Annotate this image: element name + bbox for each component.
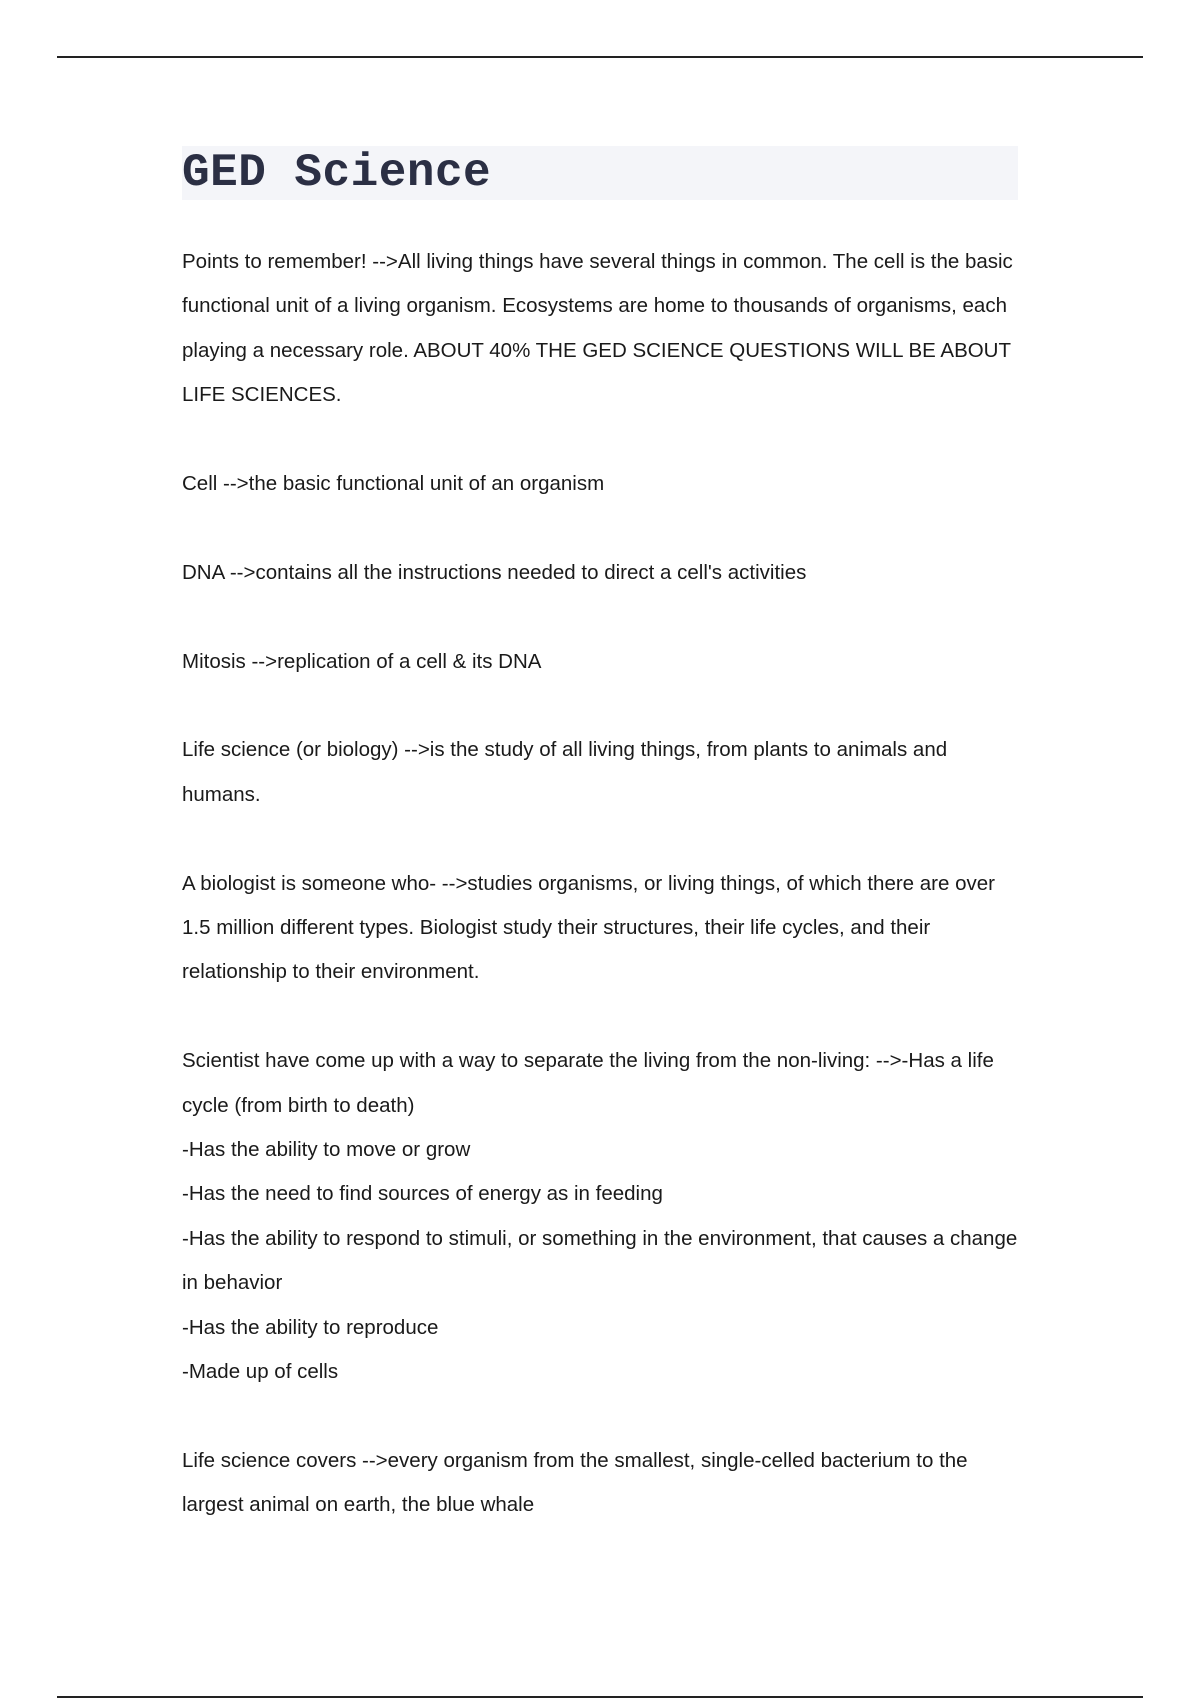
paragraph-line: Life science covers -->every organism from the smallest, single-celled bacterium to the largest animal on earth, the blue whale [182, 1448, 968, 1517]
list-item: -Has the ability to respond to stimuli, or something in the environment, that causes a change in behavior [182, 1226, 1018, 1295]
page-title: GED Science [182, 147, 492, 199]
document-body [182, 146, 1018, 1572]
list-item: -Made up of cells [182, 1360, 339, 1384]
title-band [182, 146, 1018, 200]
paragraph-cell [182, 462, 1018, 506]
bottom-rule [57, 1696, 1143, 1698]
list-item: -Has the ability to move or grow [182, 1138, 471, 1162]
paragraph-living-criteria [182, 1039, 1018, 1394]
list-item: -Has the need to find sources of energy as in feeding [182, 1182, 663, 1206]
paragraph-line: DNA -->contains all the instructions needed to direct a cell's activities [182, 560, 807, 584]
paragraph-biologist [182, 862, 1018, 995]
paragraph-line: Life science (or biology) -->is the study of all living things, from plants to animals and humans. [182, 738, 948, 806]
list-item: -Has the ability to reproduce [182, 1315, 439, 1339]
top-rule [57, 56, 1143, 58]
paragraph-line: Points to remember! -->All living things have several things in common. The cell is the basic functional unit of a living organism. Ecosystems are home to thousands of organisms, each playing a necessary role. ABOUT 40% THE GED SCIENCE QUESTIONS WILL BE ABOUT LIFE SCIENCES. [182, 250, 1013, 407]
paragraph-line: A biologist is someone who- -->studies organisms, or living things, of which there are over 1.5 million different types. Biologist study their structures, their life cycles, and their relationship to their environment. [182, 871, 995, 984]
paragraph-line: Cell -->the basic functional unit of an organism [182, 472, 605, 496]
paragraph-dna [182, 551, 1018, 595]
paragraph-mitosis [182, 640, 1018, 684]
paragraph-line: Scientist have come up with a way to separate the living from the non-living: -->-Has a life cycle (from birth to death) [182, 1049, 994, 1117]
paragraph-line: Mitosis -->replication of a cell & its DNA [182, 649, 542, 673]
paragraph-points-to-remember [182, 240, 1018, 418]
paragraph-life-science [182, 728, 1018, 817]
paragraph-life-science-covers [182, 1439, 1018, 1528]
